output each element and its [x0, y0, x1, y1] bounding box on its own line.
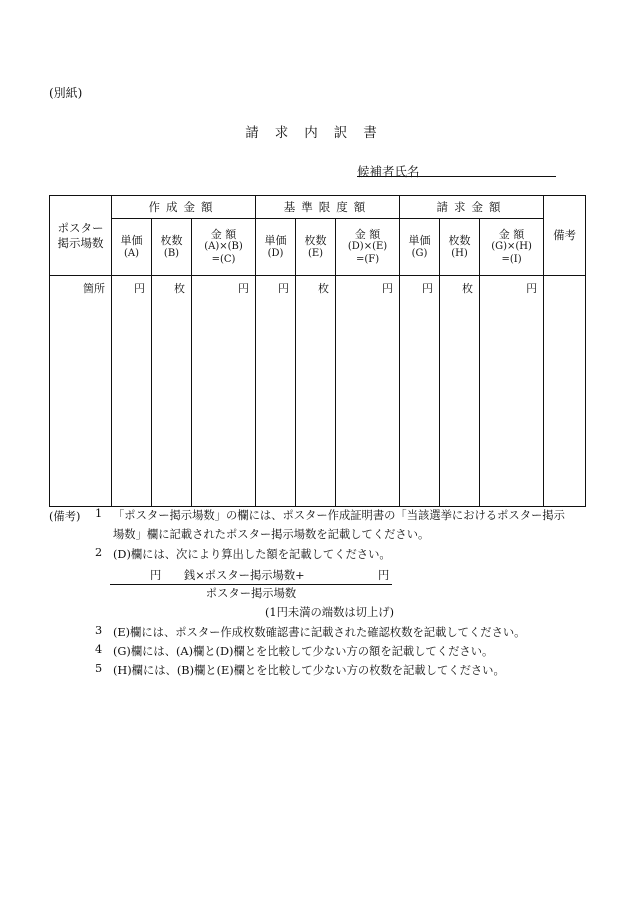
remarks-header: 備考: [544, 196, 586, 276]
table-cell[interactable]: 円: [400, 276, 440, 507]
table-cell[interactable]: 枚: [152, 276, 192, 507]
table-cell[interactable]: 円: [336, 276, 400, 507]
column-header: 単価 (D): [256, 219, 296, 276]
column-header: 単価 (G): [400, 219, 440, 276]
annex-label: (別紙): [49, 86, 83, 100]
note-line: (H)欄には、(B)欄と(E)欄とを比較して少ない方の枚数を記載してください。: [113, 664, 505, 677]
group-header-production: 作成金額: [112, 196, 256, 219]
column-header: 金 額 (G)×(H) =(I): [480, 219, 544, 276]
formula-numerator: 円 銭×ポスター掲示場数+ 円: [110, 567, 392, 585]
column-header: 金 額 (A)×(B) =(C): [192, 219, 256, 276]
notes-heading: (備考): [49, 510, 81, 523]
table-cell[interactable]: [544, 276, 586, 507]
table-cell[interactable]: 枚: [296, 276, 336, 507]
note-line: (D)欄には、次により算出した額を記載してください。: [113, 548, 391, 561]
table-cell[interactable]: 円: [256, 276, 296, 507]
poster-sites-header: ポスター 掲示場数: [50, 196, 112, 276]
group-header-limit: 基準限度額: [256, 196, 400, 219]
candidate-name-field[interactable]: [357, 176, 556, 177]
column-header: 枚数 (E): [296, 219, 336, 276]
formula-denominator: ポスター掲示場数: [205, 587, 297, 600]
candidate-name-label: 候補者氏名: [357, 164, 420, 179]
note-line: (E)欄には、ポスター作成枚数確認書に記載された確認枚数を記載してください。: [113, 626, 526, 639]
column-header: 枚数 (B): [152, 219, 192, 276]
column-header: 枚数 (H): [440, 219, 480, 276]
table-cell[interactable]: 枚: [440, 276, 480, 507]
document-title: 請求内訳書: [245, 125, 393, 141]
note-line: 場数」欄に記載されたポスター掲示場数を記載してください。: [113, 528, 430, 541]
column-header: 単価 (A): [112, 219, 152, 276]
formula-rounding-note: (1円未満の端数は切上げ): [265, 606, 394, 619]
note-number: 2: [95, 546, 103, 559]
table-cell[interactable]: 円: [192, 276, 256, 507]
column-header: 金 額 (D)×(E) =(F): [336, 219, 400, 276]
table-cell[interactable]: 円: [480, 276, 544, 507]
note-line: (G)欄には、(A)欄と(D)欄とを比較して少ない方の額を記載してください。: [113, 645, 494, 658]
note-number: 3: [95, 624, 103, 637]
claim-breakdown-table: [49, 195, 586, 507]
group-header-claim: 請求金額: [400, 196, 544, 219]
note-number: 1: [95, 507, 103, 520]
table-cell[interactable]: 箇所: [50, 276, 112, 507]
note-line: 「ポスター掲示場数」の欄には、ポスター作成証明書の「当該選挙におけるポスター掲示: [113, 509, 565, 522]
note-number: 4: [95, 643, 103, 656]
table-cell[interactable]: 円: [112, 276, 152, 507]
note-number: 5: [95, 662, 103, 675]
